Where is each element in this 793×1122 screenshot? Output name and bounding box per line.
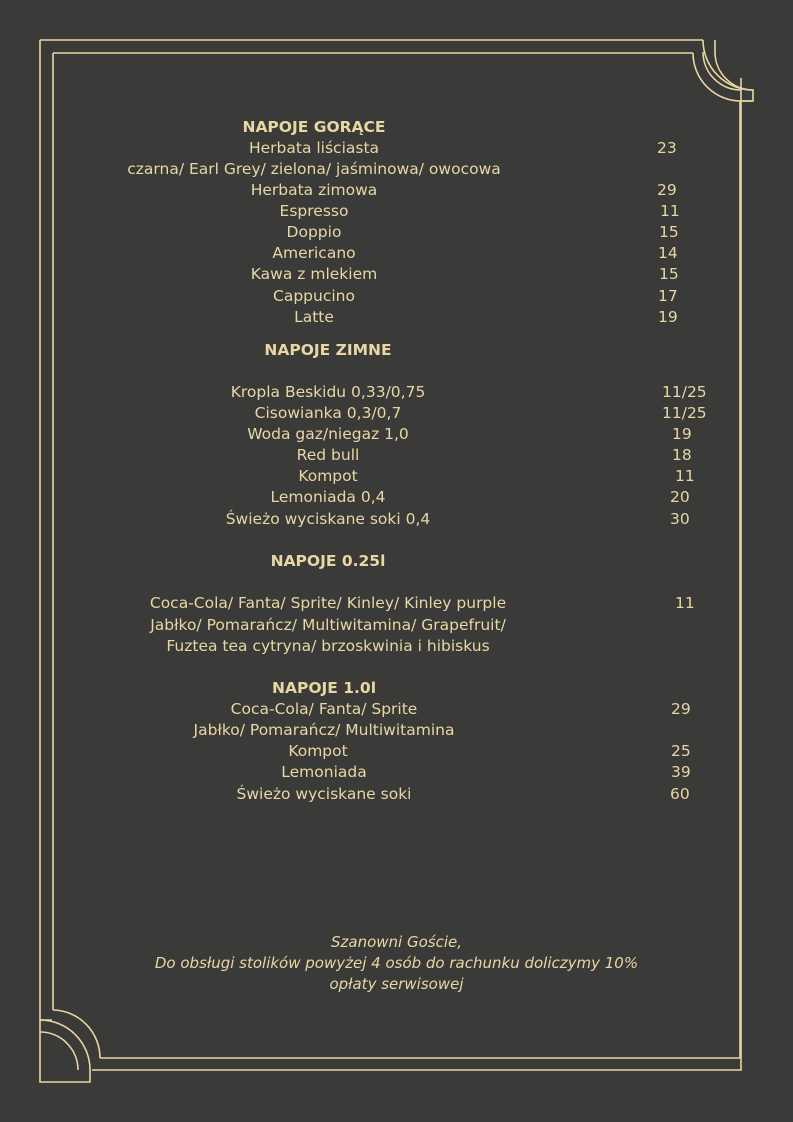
menu-item-name: Coca-Cola/ Fanta/ Sprite/ Kinley/ Kinley purple <box>149 594 507 612</box>
menu-item-name: Doppio <box>286 223 342 241</box>
service-fee-note <box>0 932 793 995</box>
menu-item-name: Woda gaz/niegaz 1,0 <box>247 425 409 443</box>
section-title-cold-drinks: NAPOJE ZIMNE <box>264 341 392 359</box>
menu-item-name: Kompot <box>288 742 348 760</box>
menu-item-name: Coca-Cola/ Fanta/ Sprite <box>230 700 418 718</box>
menu-item-price: 11 <box>675 594 695 612</box>
menu-item-name: Lemoniada 0,4 <box>270 488 386 506</box>
menu-item-name: Red bull <box>296 446 360 464</box>
menu-item-price: 19 <box>658 308 678 326</box>
menu-item-price: 29 <box>657 181 677 199</box>
menu-item-name: Świeżo wyciskane soki <box>236 785 412 803</box>
note-body-end: opłaty serwisowej <box>329 975 464 993</box>
menu-item-name: Kompot <box>298 467 358 485</box>
menu-item-name: Kawa z mlekiem <box>250 265 378 283</box>
menu-item-name: Fuztea tea cytryna/ brzoskwinia i hibiskus <box>166 637 490 655</box>
menu-item-price: 15 <box>659 223 679 241</box>
menu-item-name: Cappucino <box>273 287 355 305</box>
menu-item-name: Espresso <box>279 202 349 220</box>
menu-item-name: Jabłko/ Pomarańcz/ Multiwitamina/ Grapefruit/ <box>150 616 506 634</box>
menu-item-price: 11/25 <box>662 404 707 422</box>
menu-item-name: Latte <box>294 308 334 326</box>
menu-item-name: Jabłko/ Pomarańcz/ Multiwitamina <box>193 721 455 739</box>
section-title-drinks-10: NAPOJE 1.0l <box>271 679 377 697</box>
menu-item-price: 20 <box>670 488 690 506</box>
note-greeting: Szanowni Goście, <box>330 933 462 951</box>
menu-item-price: 23 <box>657 139 677 157</box>
menu-item-name: Americano <box>272 244 356 262</box>
menu-item-price: 39 <box>671 763 691 781</box>
menu-item-price: 11 <box>675 467 695 485</box>
menu-item-price: 11/25 <box>662 383 707 401</box>
menu-item-price: 29 <box>671 700 691 718</box>
menu-item-name: Kropla Beskidu 0,33/0,75 <box>230 383 426 401</box>
menu-item-price: 19 <box>672 425 692 443</box>
menu-item-price: 15 <box>659 265 679 283</box>
menu-item-name: Cisowianka 0,3/0,7 <box>254 404 402 422</box>
menu-item-price: 11 <box>660 202 680 220</box>
menu-item-name: Lemoniada <box>281 763 367 781</box>
menu-item-price: 18 <box>672 446 692 464</box>
menu-item-name: Herbata liściasta <box>248 139 380 157</box>
menu-item-price: 25 <box>671 742 691 760</box>
section-title-drinks-025: NAPOJE 0.25l <box>270 552 386 570</box>
note-body: Do obsługi stolików powyżej 4 osób do rachunku doliczymy 10% <box>154 954 639 972</box>
menu-item-name: czarna/ Earl Grey/ zielona/ jaśminowa/ owocowa <box>127 160 501 178</box>
menu-item-price: 30 <box>670 510 690 528</box>
menu-item-price: 14 <box>658 244 678 262</box>
menu-item-price: 60 <box>670 785 690 803</box>
section-title-hot-drinks: NAPOJE GORĄCE <box>242 118 386 136</box>
menu-item-name: Herbata zimowa <box>250 181 378 199</box>
menu-item-name: Świeżo wyciskane soki 0,4 <box>225 510 431 528</box>
menu-item-price: 17 <box>658 287 678 305</box>
